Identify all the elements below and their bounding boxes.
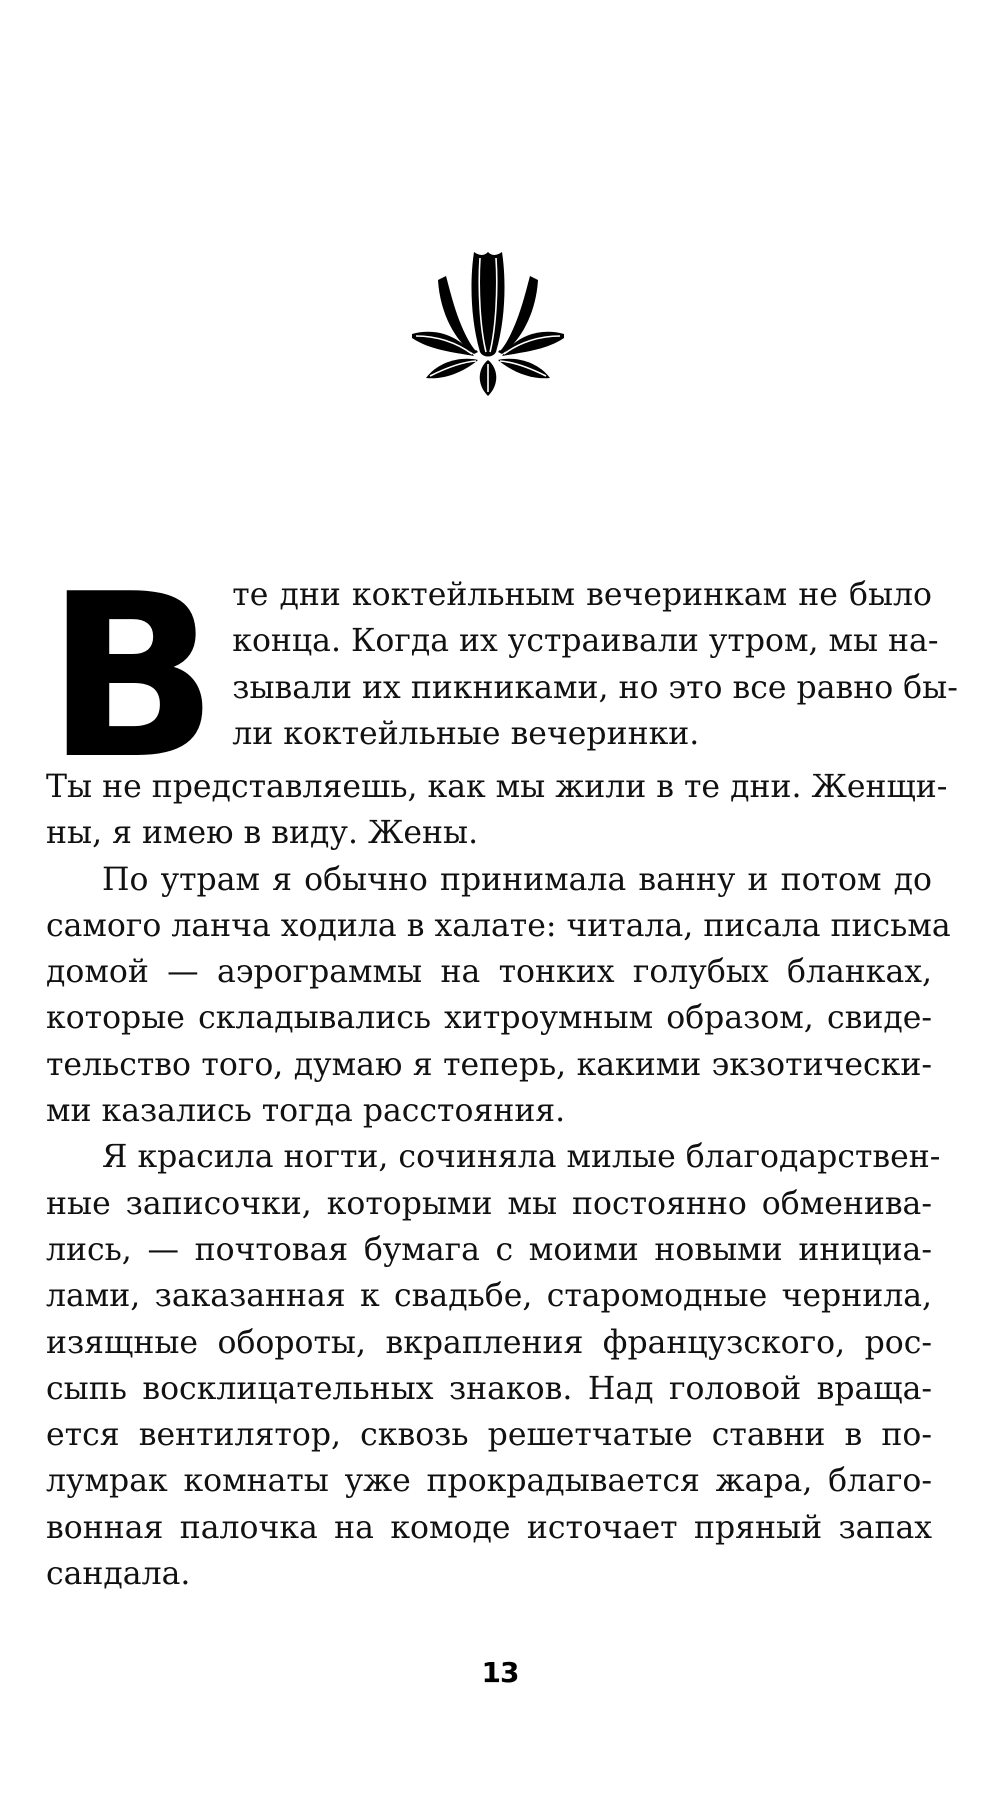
text-line: зывали их пикниками, но это все равно бы- [232, 669, 958, 706]
text-line: ется вентилятор, сквозь решетчатые ставни в по- [46, 1417, 932, 1454]
text-line: Ты не представляешь, как мы жили в те дни. Женщи- [46, 769, 948, 805]
drop-cap: В [46, 546, 215, 809]
text-line: домой — аэрограммы на тонких голубых бланках, [46, 954, 932, 991]
text-line: которые складывались хитроумным образом, свиде- [46, 1000, 932, 1037]
text-line: сыпь восклицательных знаков. Над головой враща- [46, 1370, 932, 1407]
text-line: ми казались тогда расстояния. [46, 1093, 566, 1130]
page-number: 13 [481, 1656, 519, 1689]
text-line: По утрам я обычно принимала ванну и потом до [102, 861, 932, 898]
paragraph-4 [46, 1134, 941, 1597]
text-line: Я красила ногти, сочиняла милые благодарствен- [102, 1139, 941, 1176]
text-line: конца. Когда их устраивали утром, мы на- [232, 623, 939, 660]
lotus-flower-icon [408, 248, 568, 398]
text-line: лумрак комнаты уже прокрадывается жара, благо- [46, 1463, 932, 1500]
chapter-text [46, 546, 958, 1597]
text-line: изящные обороты, вкрапления французского, рос- [46, 1324, 932, 1361]
text-line: вонная палочка на комоде источает пряный запах [46, 1509, 932, 1546]
text-line: ли коктейльные вечеринки. [232, 715, 700, 752]
text-line: самого ланча ходила в халате: читала, писала письма [46, 907, 951, 944]
text-line: те дни коктейльным вечеринкам не было [232, 577, 932, 613]
text-line: ны, я имею в виду. Жены. [46, 815, 479, 852]
paragraph-2 [46, 764, 948, 857]
text-line: тельство того, думаю я теперь, какими экзотически- [46, 1046, 932, 1083]
text-line: ные записочки, которыми мы постоянно обменива- [46, 1185, 932, 1222]
paragraph-3 [46, 857, 951, 1135]
text-line: сандала. [46, 1556, 191, 1593]
text-line: лами, заказанная к свадьбе, старомодные чернила, [46, 1278, 932, 1315]
text-line: лись, — почтовая бумага с моими новыми инициа- [46, 1231, 932, 1268]
